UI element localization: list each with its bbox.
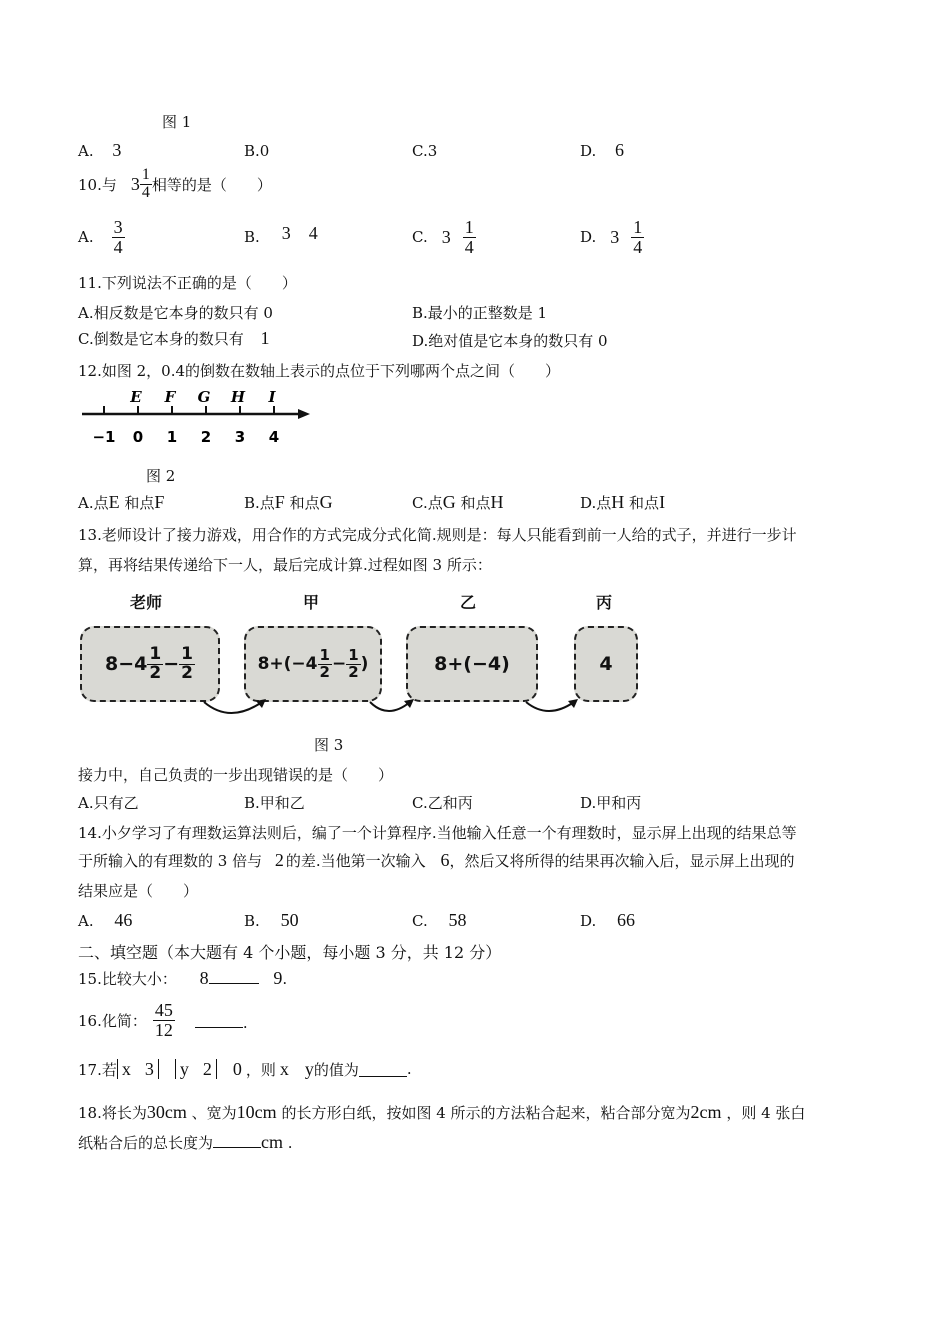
q10-option-b bbox=[244, 214, 318, 260]
denominator: 12 bbox=[154, 1019, 173, 1040]
q11-option-b: B.最小的正整数是 1 bbox=[412, 304, 548, 322]
expression: 8+(−4) bbox=[434, 653, 510, 675]
number-line-number: 1 bbox=[166, 428, 178, 446]
q10-option-a bbox=[78, 214, 125, 260]
fraction bbox=[153, 1001, 175, 1040]
q13-option-d: D.甲和丙 bbox=[580, 794, 642, 812]
fraction bbox=[318, 645, 332, 681]
numerator: 1 bbox=[464, 216, 474, 237]
number-line-numbers bbox=[92, 428, 279, 446]
text: 纸粘合后的总长度为 bbox=[78, 1134, 214, 1152]
value: 0 bbox=[232, 1058, 242, 1079]
q13-line-1: 13.老师设计了接力游戏，用合作的方式完成分式化简.规则是：每人只能看到前一人给的式子，并进行一步计 bbox=[78, 526, 797, 544]
q11-stem: 11.下列说法不正确的是（ ） bbox=[78, 274, 297, 292]
q13-option-b: B.甲和乙 bbox=[244, 794, 305, 812]
q18-line-1 bbox=[78, 1102, 805, 1123]
q12-option-c bbox=[412, 492, 504, 513]
section-2-heading: 二、填空题（本大题有 4 个小题，每小题 3 分，共 12 分） bbox=[78, 943, 502, 962]
role-teacher: 老师 bbox=[130, 593, 163, 612]
mixed-whole: 3 bbox=[130, 173, 140, 194]
point-name: G bbox=[442, 492, 456, 512]
text: 16.化简： bbox=[78, 1011, 147, 1030]
option-value: 58 bbox=[448, 910, 467, 930]
number-line-letters bbox=[129, 388, 276, 406]
option-value: 66 bbox=[617, 910, 636, 930]
denominator: 4 bbox=[113, 236, 123, 257]
q13-option-c: C.乙和丙 bbox=[412, 794, 473, 812]
option-value: 0 bbox=[259, 142, 270, 160]
number-line-letter: F bbox=[164, 388, 176, 406]
option-label: B. bbox=[244, 912, 260, 930]
point-name: F bbox=[274, 492, 285, 512]
q16 bbox=[78, 996, 248, 1044]
arrow-head-icon bbox=[404, 699, 414, 708]
expr-part: ) bbox=[360, 654, 369, 674]
number-line-number: 3 bbox=[234, 428, 246, 446]
q9-option-d bbox=[580, 140, 624, 161]
arrow-head-icon bbox=[568, 699, 578, 708]
text: 17.若 bbox=[78, 1060, 117, 1079]
number-line-letter: E bbox=[130, 388, 142, 406]
denominator: 4 bbox=[633, 236, 643, 257]
numerator: 1 bbox=[348, 645, 359, 664]
q11-option-d: D.绝对值是它本身的数只有 0 bbox=[412, 332, 608, 350]
mixed-whole: 3 bbox=[610, 226, 620, 247]
option-value: 3 bbox=[427, 142, 438, 160]
q14-option-d bbox=[580, 910, 635, 931]
arrow-teacher-to-jia bbox=[204, 702, 262, 713]
number-line-number: 4 bbox=[268, 428, 280, 446]
relay-arrows bbox=[196, 690, 636, 726]
value: 30cm bbox=[146, 1102, 187, 1122]
fraction bbox=[631, 218, 644, 257]
q11-option-c bbox=[78, 328, 270, 349]
denominator: 2 bbox=[319, 662, 330, 681]
q15 bbox=[78, 968, 287, 989]
q10-option-d bbox=[580, 214, 644, 260]
q14-line-3: 结果应是（ ） bbox=[78, 882, 199, 900]
text: 18.将长为 bbox=[78, 1104, 147, 1122]
number-line-letter: I bbox=[268, 388, 276, 406]
q12-option-b bbox=[244, 492, 333, 513]
number-line-letter: G bbox=[197, 388, 211, 406]
q10-stem bbox=[78, 162, 272, 206]
point-name: H bbox=[611, 492, 625, 512]
answer-blank[interactable] bbox=[213, 1146, 261, 1148]
value: 2cm bbox=[690, 1102, 722, 1122]
value: 9 bbox=[273, 968, 283, 988]
number-line-number: 0 bbox=[132, 428, 144, 446]
number-line-letter: H bbox=[230, 388, 246, 406]
option-label: A.点 bbox=[78, 494, 109, 512]
q13-line-2: 算，再将结果传递给下一人，最后完成计算.过程如图 3 所示： bbox=[78, 556, 492, 574]
text: 于所输入的有理数的 3 倍与 bbox=[78, 852, 263, 870]
value: 3 bbox=[144, 1058, 154, 1079]
numerator: 1 bbox=[319, 645, 330, 664]
q10-option-c bbox=[412, 214, 476, 260]
q13-option-a: A.只有乙 bbox=[78, 794, 139, 812]
figure-3-caption: 图 3 bbox=[314, 736, 344, 754]
text: 的值为 bbox=[313, 1060, 359, 1079]
option-label: D.点 bbox=[580, 494, 612, 512]
text: 的差.当他第一次输入 bbox=[285, 852, 426, 870]
variable: x bbox=[121, 1058, 131, 1079]
q17 bbox=[78, 1056, 412, 1082]
q14-option-c bbox=[412, 910, 467, 931]
answer-blank[interactable] bbox=[195, 1026, 243, 1028]
point-name: H bbox=[490, 492, 504, 512]
expr-part: − bbox=[163, 653, 180, 675]
q14-line-2 bbox=[78, 850, 794, 871]
q14-option-a bbox=[78, 910, 132, 931]
option-label: A. bbox=[78, 228, 94, 246]
numerator: 1 bbox=[141, 165, 150, 183]
expr-part: 8+(−4 bbox=[257, 654, 318, 674]
denominator: 2 bbox=[181, 662, 193, 683]
q12-option-a bbox=[78, 492, 164, 513]
option-label: C.点 bbox=[412, 494, 443, 512]
q10-suffix: 相等的是（ ） bbox=[151, 175, 272, 194]
option-text: 和点 bbox=[460, 494, 491, 512]
denominator: 2 bbox=[348, 662, 359, 681]
mixed-fraction bbox=[140, 167, 152, 202]
denominator: 2 bbox=[149, 662, 162, 683]
variable: x bbox=[279, 1058, 289, 1079]
number-line-figure bbox=[78, 388, 318, 450]
abs-bar bbox=[175, 1059, 176, 1079]
option-text: 和点 bbox=[629, 494, 660, 512]
figure-2-caption: 图 2 bbox=[146, 467, 176, 485]
fraction bbox=[463, 218, 476, 257]
expr-part: − bbox=[331, 654, 347, 674]
option-label: C. bbox=[412, 912, 428, 930]
q12-stem: 12.如图 2，0.4的倒数在数轴上表示的点位于下列哪两个点之间（ ） bbox=[78, 362, 561, 380]
abs-bar bbox=[158, 1059, 159, 1079]
denominator: 4 bbox=[141, 183, 150, 201]
expression: 4 bbox=[599, 653, 613, 675]
text: . bbox=[242, 1014, 248, 1032]
mixed-whole: 3 bbox=[441, 226, 451, 247]
option-text: 和点 bbox=[124, 494, 155, 512]
text: ，则 4 张白 bbox=[726, 1104, 806, 1122]
text: 的长方形白纸，按如图 4 所示的方法粘合起来，粘合部分宽为 bbox=[281, 1104, 691, 1122]
role-bing: 丙 bbox=[596, 593, 613, 612]
answer-blank[interactable] bbox=[209, 982, 259, 984]
variable: y bbox=[304, 1058, 314, 1079]
number-line-number: −1 bbox=[92, 428, 116, 446]
option-value: 1 bbox=[260, 328, 270, 348]
option-label: D. bbox=[580, 142, 597, 160]
text: ，则 bbox=[245, 1060, 276, 1079]
q11-option-a: A.相反数是它本身的数只有 0 bbox=[78, 304, 273, 322]
number-line-number: 2 bbox=[200, 428, 212, 446]
numerator: 45 bbox=[154, 999, 173, 1020]
abs-bar bbox=[216, 1059, 217, 1079]
point-name: F bbox=[154, 492, 165, 512]
text: 、宽为 bbox=[191, 1104, 237, 1122]
q14-option-b bbox=[244, 910, 299, 931]
option-value: 3 bbox=[112, 140, 122, 160]
q14-line-1: 14.小夕学习了有理数运算法则后，编了一个计算程序.当他输入任意一个有理数时，显示屏上出现的结果总等 bbox=[78, 824, 797, 842]
q10-prefix: 10.与 bbox=[78, 175, 117, 194]
role-yi: 乙 bbox=[460, 593, 477, 612]
figure-1-caption: 图 1 bbox=[162, 113, 192, 131]
value: 2 bbox=[274, 850, 284, 870]
option-label: B. bbox=[244, 228, 260, 246]
unit: cm bbox=[261, 1132, 284, 1152]
q18-line-2 bbox=[78, 1132, 293, 1153]
option-label: D. bbox=[580, 912, 597, 930]
numerator: 3 bbox=[113, 216, 123, 237]
number-line-arrow bbox=[298, 409, 310, 419]
option-label: C. bbox=[412, 228, 428, 246]
point-name: G bbox=[319, 492, 333, 512]
option-label: D. bbox=[580, 228, 597, 246]
q13-question: 接力中，自己负责的一步出现错误的是（ ） bbox=[78, 766, 394, 784]
variable: y bbox=[179, 1058, 189, 1079]
q9-option-b bbox=[244, 142, 269, 160]
option-label: B.点 bbox=[244, 494, 275, 512]
value: 3 bbox=[281, 222, 291, 243]
text: ，然后又将所得的结果再次输入后，显示屏上出现的 bbox=[449, 852, 795, 870]
value: 2 bbox=[202, 1058, 212, 1079]
numerator: 1 bbox=[149, 643, 162, 664]
q12-option-d bbox=[580, 492, 665, 513]
option-text: 和点 bbox=[289, 494, 320, 512]
option-label: A. bbox=[78, 142, 94, 160]
q9-option-c bbox=[412, 142, 437, 160]
fraction bbox=[112, 218, 125, 257]
option-label: C. bbox=[412, 142, 428, 160]
abs-bar bbox=[117, 1059, 118, 1079]
option-text: C.倒数是它本身的数只有 bbox=[78, 330, 244, 348]
point-name: I bbox=[659, 492, 666, 512]
option-label: A. bbox=[78, 912, 94, 930]
denominator: 4 bbox=[464, 236, 474, 257]
numerator: 1 bbox=[633, 216, 643, 237]
fraction bbox=[147, 643, 163, 683]
option-label: B. bbox=[244, 142, 260, 160]
arrow-head-icon bbox=[256, 699, 266, 708]
fraction bbox=[179, 643, 195, 683]
option-value: 46 bbox=[114, 910, 133, 930]
value: 8 bbox=[199, 968, 209, 988]
text: . bbox=[406, 1060, 412, 1078]
answer-blank[interactable] bbox=[359, 1075, 407, 1077]
option-value: 6 bbox=[615, 140, 625, 160]
value: 6 bbox=[440, 850, 450, 870]
text: 15.比较大小： bbox=[78, 970, 177, 988]
arrow-yi-to-bing bbox=[526, 702, 574, 711]
fraction bbox=[346, 645, 360, 681]
arrow-jia-to-yi bbox=[370, 702, 410, 711]
value: 4 bbox=[308, 222, 318, 243]
value: 10cm bbox=[236, 1102, 277, 1122]
expr-part: 8−4 bbox=[105, 653, 148, 675]
text: . bbox=[282, 970, 288, 988]
q9-option-a bbox=[78, 140, 121, 161]
role-jia: 甲 bbox=[303, 593, 320, 612]
numerator: 1 bbox=[181, 643, 193, 664]
point-name: E bbox=[108, 492, 120, 512]
option-value: 50 bbox=[280, 910, 299, 930]
text: . bbox=[287, 1134, 293, 1152]
